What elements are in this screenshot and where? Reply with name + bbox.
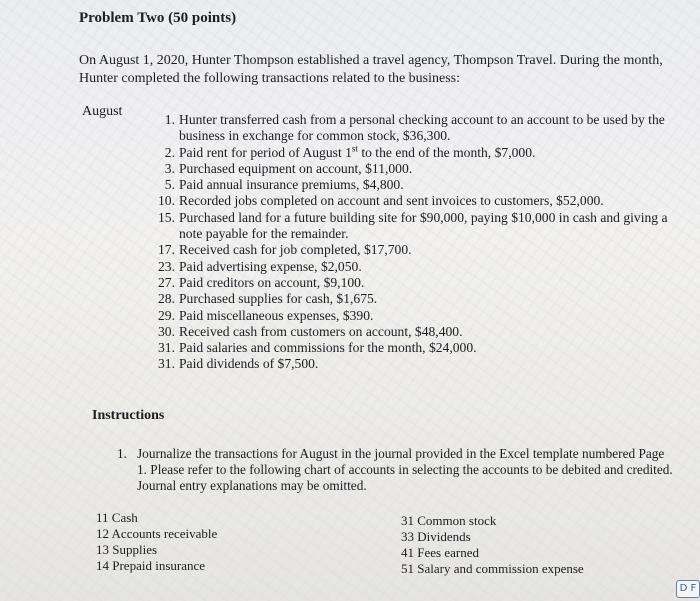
instructions-heading: Instructions	[92, 408, 165, 423]
transaction-text: Purchased land for a future building site for $90,000, paying $10,000 in cash and giving a note payable for the remainder.	[179, 209, 668, 242]
transaction-number: 17.	[158, 242, 175, 258]
transaction-text: Purchased supplies for cash, $1,675.	[179, 291, 378, 307]
transaction-item	[145, 145, 690, 161]
transaction-number: 31.	[158, 340, 175, 356]
intro-paragraph: On August 1, 2020, Hunter Thompson established a travel agency, Thompson Travel. During the month, Hunter completed the following transactions related to the business:	[79, 53, 663, 86]
camera-overlay-icon[interactable]: D F	[676, 580, 700, 598]
instruction-item	[117, 446, 677, 494]
transaction-item	[145, 308, 690, 324]
transaction-item	[145, 275, 690, 291]
transaction-text: Paid salaries and commissions for the month, $24,000.	[179, 340, 477, 356]
transaction-item	[145, 259, 690, 275]
transaction-number: 10.	[158, 193, 175, 209]
account-entry: 11 Cash	[96, 510, 138, 525]
instruction-number: 1.	[117, 446, 127, 461]
transaction-item	[145, 324, 690, 340]
transaction-number: 15.	[158, 209, 175, 225]
transaction-item	[145, 193, 690, 209]
transaction-item	[145, 242, 690, 258]
transaction-text: Hunter transferred cash from a personal checking account to an account to be used by the business in exchange for common stock, $36,300.	[179, 112, 665, 144]
transaction-list	[145, 112, 690, 373]
transaction-text	[179, 145, 690, 161]
transaction-text: Paid advertising expense, $2,050.	[179, 258, 362, 274]
instruction-text: Journalize the transactions for August in the journal provided in the Excel template numbered Page 1. Please refer to the following chart of accounts in selecting the accounts to be debited and credited. Journal entry explanations may be omitted.	[137, 446, 673, 493]
transaction-text: Received cash from customers on account, $48,400.	[179, 323, 463, 339]
transaction-item	[145, 112, 690, 145]
transaction-item	[145, 177, 690, 193]
transaction-number: 28.	[158, 291, 175, 307]
transaction-text: Paid creditors on account, $9,100.	[179, 274, 365, 290]
transaction-number: 30.	[158, 323, 175, 339]
transaction-text: Paid annual insurance premiums, $4,800.	[179, 177, 404, 193]
transaction-number: 27.	[158, 274, 175, 290]
transaction-text-part: Paid rent for period of August 1	[179, 144, 352, 160]
transaction-item	[145, 291, 690, 307]
transaction-text: Paid miscellaneous expenses, $390.	[179, 307, 374, 323]
problem-title: Problem Two (50 points)	[79, 10, 237, 26]
transaction-text: Paid dividends of $7,500.	[179, 356, 319, 372]
transaction-item	[145, 340, 690, 356]
transaction-number: 31.	[158, 356, 175, 372]
transaction-item	[145, 356, 690, 372]
account-entry: 33 Dividends	[401, 529, 471, 544]
transaction-number: 23.	[158, 258, 175, 274]
transaction-item	[145, 210, 690, 243]
transaction-item	[145, 161, 690, 177]
month-label: August	[82, 104, 123, 119]
transaction-number: 3.	[164, 160, 175, 176]
account-entry: 13 Supplies	[96, 542, 158, 557]
transaction-number: 2.	[164, 144, 175, 160]
account-entry: 51 Salary and commission expense	[401, 561, 584, 576]
chart-of-accounts-left	[96, 510, 217, 574]
transaction-text: Recorded jobs completed on account and sent invoices to customers, $52,000.	[179, 193, 604, 209]
chart-of-accounts-right	[401, 513, 584, 577]
account-entry: 12 Accounts receivable	[96, 526, 218, 541]
transaction-number: 1.	[164, 112, 175, 127]
ordinal-suffix: st	[351, 143, 358, 154]
account-entry: 31 Common stock	[401, 513, 497, 528]
transaction-number: 5.	[164, 177, 175, 193]
transaction-text: Purchased equipment on account, $11,000.	[179, 160, 413, 176]
transaction-number: 29.	[158, 307, 175, 323]
transaction-text-part: to the end of the month, $7,000.	[357, 144, 536, 160]
account-entry: 41 Fees earned	[401, 545, 479, 560]
account-entry: 14 Prepaid insurance	[96, 558, 206, 573]
transaction-text: Received cash for job completed, $17,700.	[179, 242, 412, 258]
